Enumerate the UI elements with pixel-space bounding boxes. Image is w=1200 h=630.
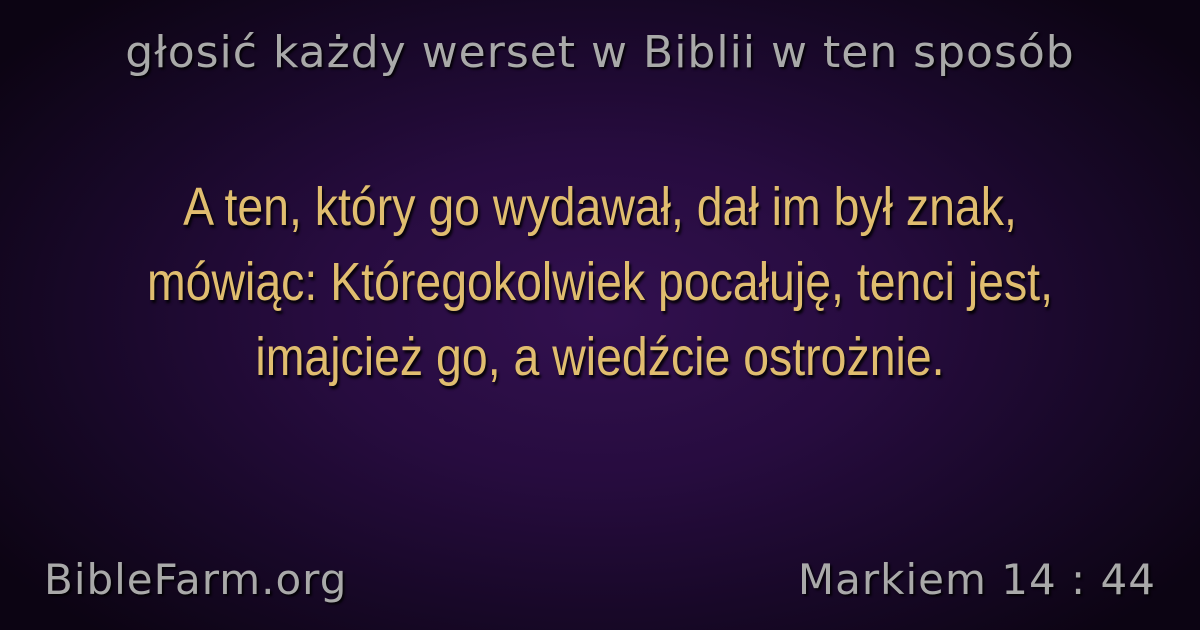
site-name: BibleFarm.org: [44, 555, 348, 604]
tagline: głosić każdy werset w Biblii w ten sposób: [125, 27, 1075, 78]
verse-text: A ten, który go wydawał, dał im był znak, mówiąc: Któregokolwiek pocałuję, tenci jest, imajcież go, a wiedźcie ostrożnie.: [146, 177, 1054, 387]
verse-reference: Markiem 14 : 44: [797, 555, 1156, 604]
